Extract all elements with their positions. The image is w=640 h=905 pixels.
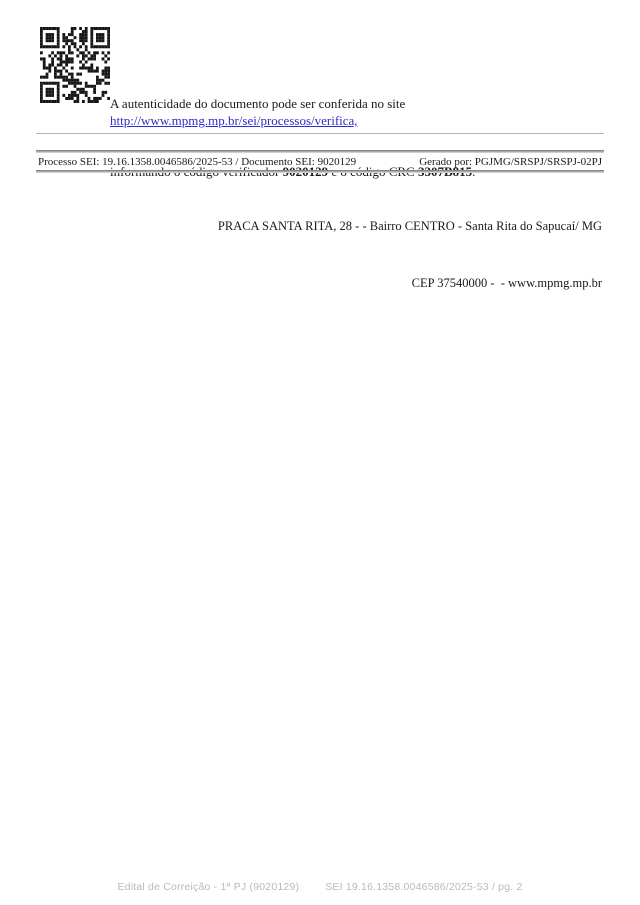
authenticity-text: A autenticidade do documento pode ser conferida no site [110,96,409,111]
horizontal-divider-top [36,150,604,153]
qr-code-svg [40,27,110,103]
generated-by-label: Gerado por: PGJMG/SRSPJ/SRSPJ-02PJ [419,156,602,168]
address-block [218,179,602,331]
authenticity-line-1 [110,95,610,129]
address-cep-line: CEP 37540000 - - www.mpmg.mp.br [411,276,602,290]
verification-link[interactable]: http://www.mpmg.mp.br/sei/processos/verifica, [110,113,358,128]
footer-document-label: Edital de Correição - 1ª PJ (9020129) [117,881,300,893]
process-sei-label: Processo SEI: 19.16.1358.0046586/2025-53 / Documento SEI: 9020129 [38,156,357,168]
address-line: PRACA SANTA RITA, 28 - - Bairro CENTRO - Santa Rita do Sapucaí/ MG [217,219,602,233]
qr-code-icon [40,27,110,103]
footer-sei-page-label: SEI 19.16.1358.0046586/2025-53 / pg. 2 [325,881,523,893]
process-info-bar [38,156,602,169]
horizontal-divider-thin [36,133,604,134]
horizontal-divider-bottom [36,170,604,173]
page-footer [0,881,640,893]
